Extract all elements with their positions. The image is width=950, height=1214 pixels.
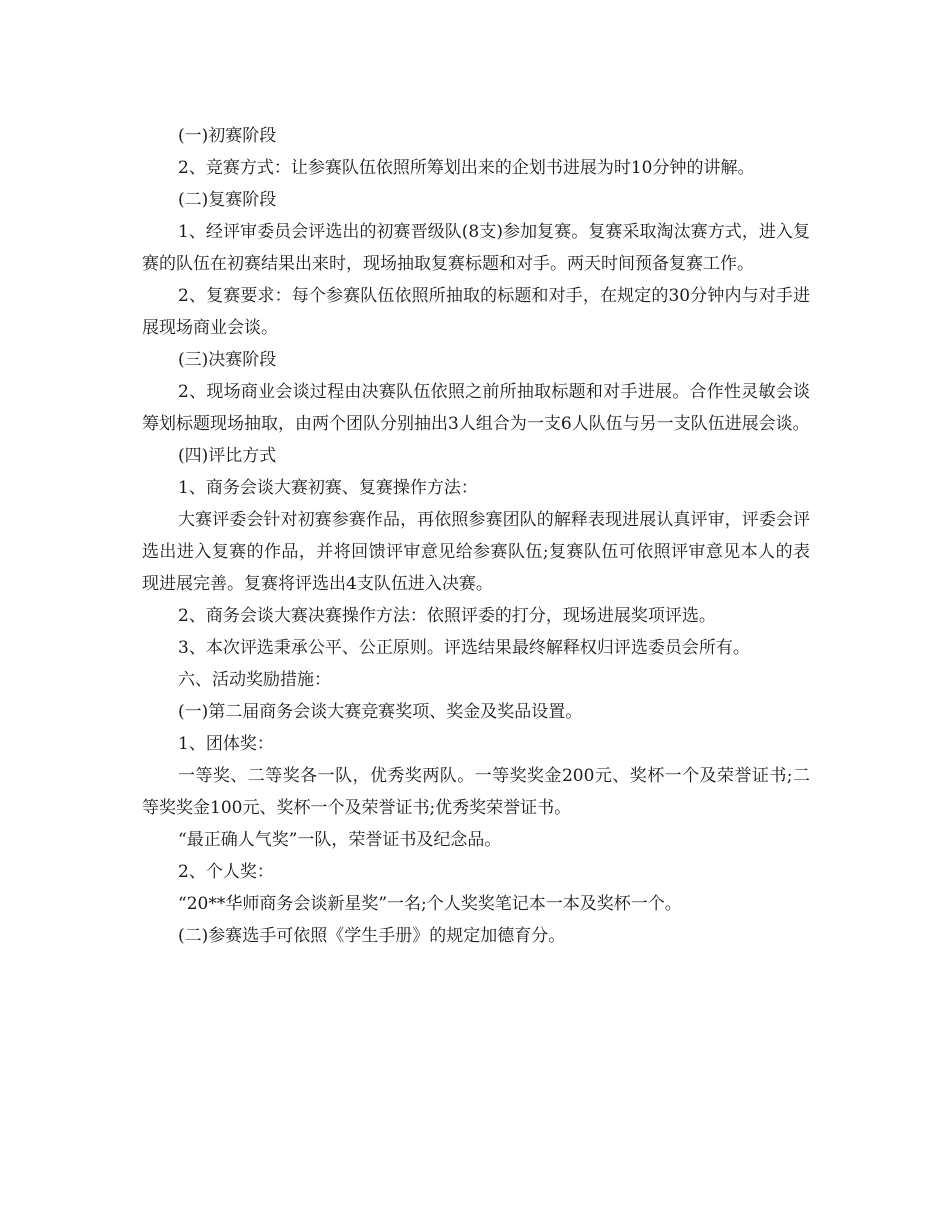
heading-team-award: 1、团体奖： [178,734,274,754]
paragraph-awards-setup: (一)第二届商务会谈大赛竞赛奖项、奖金及奖品设置。 [178,702,583,722]
heading-semifinal-stage: (二)复赛阶段 [178,190,277,210]
heading-evaluation-method: (四)评比方式 [178,446,277,466]
paragraph-evaluation-rule-3: 3、本次评选秉承公平、公正原则。评选结果最终解释权归评选委员会所有。 [178,638,750,658]
paragraph-competition-method: 2、竞赛方式：让参赛队伍依照所筹划出来的企划书进展为时10分钟的讲解。 [178,158,755,178]
paragraph-semifinal-requirements: 2、复赛要求：每个参赛队伍依照所抽取的标题和对手，在规定的30分钟内与对手进展现场商业会谈。 [142,286,810,338]
heading-preliminary-stage: (一)初赛阶段 [178,126,277,146]
paragraph-moral-credit: (二)参赛选手可依照《学生手册》的规定加德育分。 [178,926,566,946]
paragraph-final-process: 2、现场商业会谈过程由决赛队伍依照之前所抽取标题和对手进展。合作性灵敏会谈筹划标题现场抽取，由两个团队分别抽出3人组合为一支6人队伍与另一支队伍进展会谈。 [142,382,810,434]
heading-rewards: 六、活动奖励措施： [178,670,331,690]
paragraph-evaluation-rule-2: 2、商务会谈大赛决赛操作方法：依照评委的打分，现场进展奖项评选。 [178,606,716,626]
heading-individual-award: 2、个人奖： [178,862,274,882]
paragraph-popularity-award: “最正确人气奖”一队，荣誉证书及纪念品。 [178,830,502,850]
paragraph-evaluation-detail: 大赛评委会针对初赛参赛作品，再依照参赛团队的解释表现进展认真评审，评委会评选出进入复赛的作品，并将回馈评审意见给参赛队伍;复赛队伍可依照评审意见本人的表现进展完善。复赛将评选出4支队伍进入决赛。 [142,510,810,594]
paragraph-individual-award-detail: “20**华师商务会谈新星奖”一名;个人奖奖笔记本一本及奖杯一个。 [178,894,682,914]
paragraph-evaluation-rule-1: 1、商务会谈大赛初赛、复赛操作方法： [178,478,478,498]
document-body [142,120,810,952]
heading-final-stage: (三)决赛阶段 [178,350,277,370]
paragraph-semifinal-qualification: 1、经评审委员会评选出的初赛晋级队(8支)参加复赛。复赛采取淘汰赛方式，进入复赛的队伍在初赛结果出来时，现场抽取复赛标题和对手。两天时间预备复赛工作。 [142,222,810,274]
paragraph-team-award-detail: 一等奖、二等奖各一队，优秀奖两队。一等奖奖金200元、奖杯一个及荣誉证书;二等奖奖金100元、奖杯一个及荣誉证书;优秀奖荣誉证书。 [142,766,810,818]
